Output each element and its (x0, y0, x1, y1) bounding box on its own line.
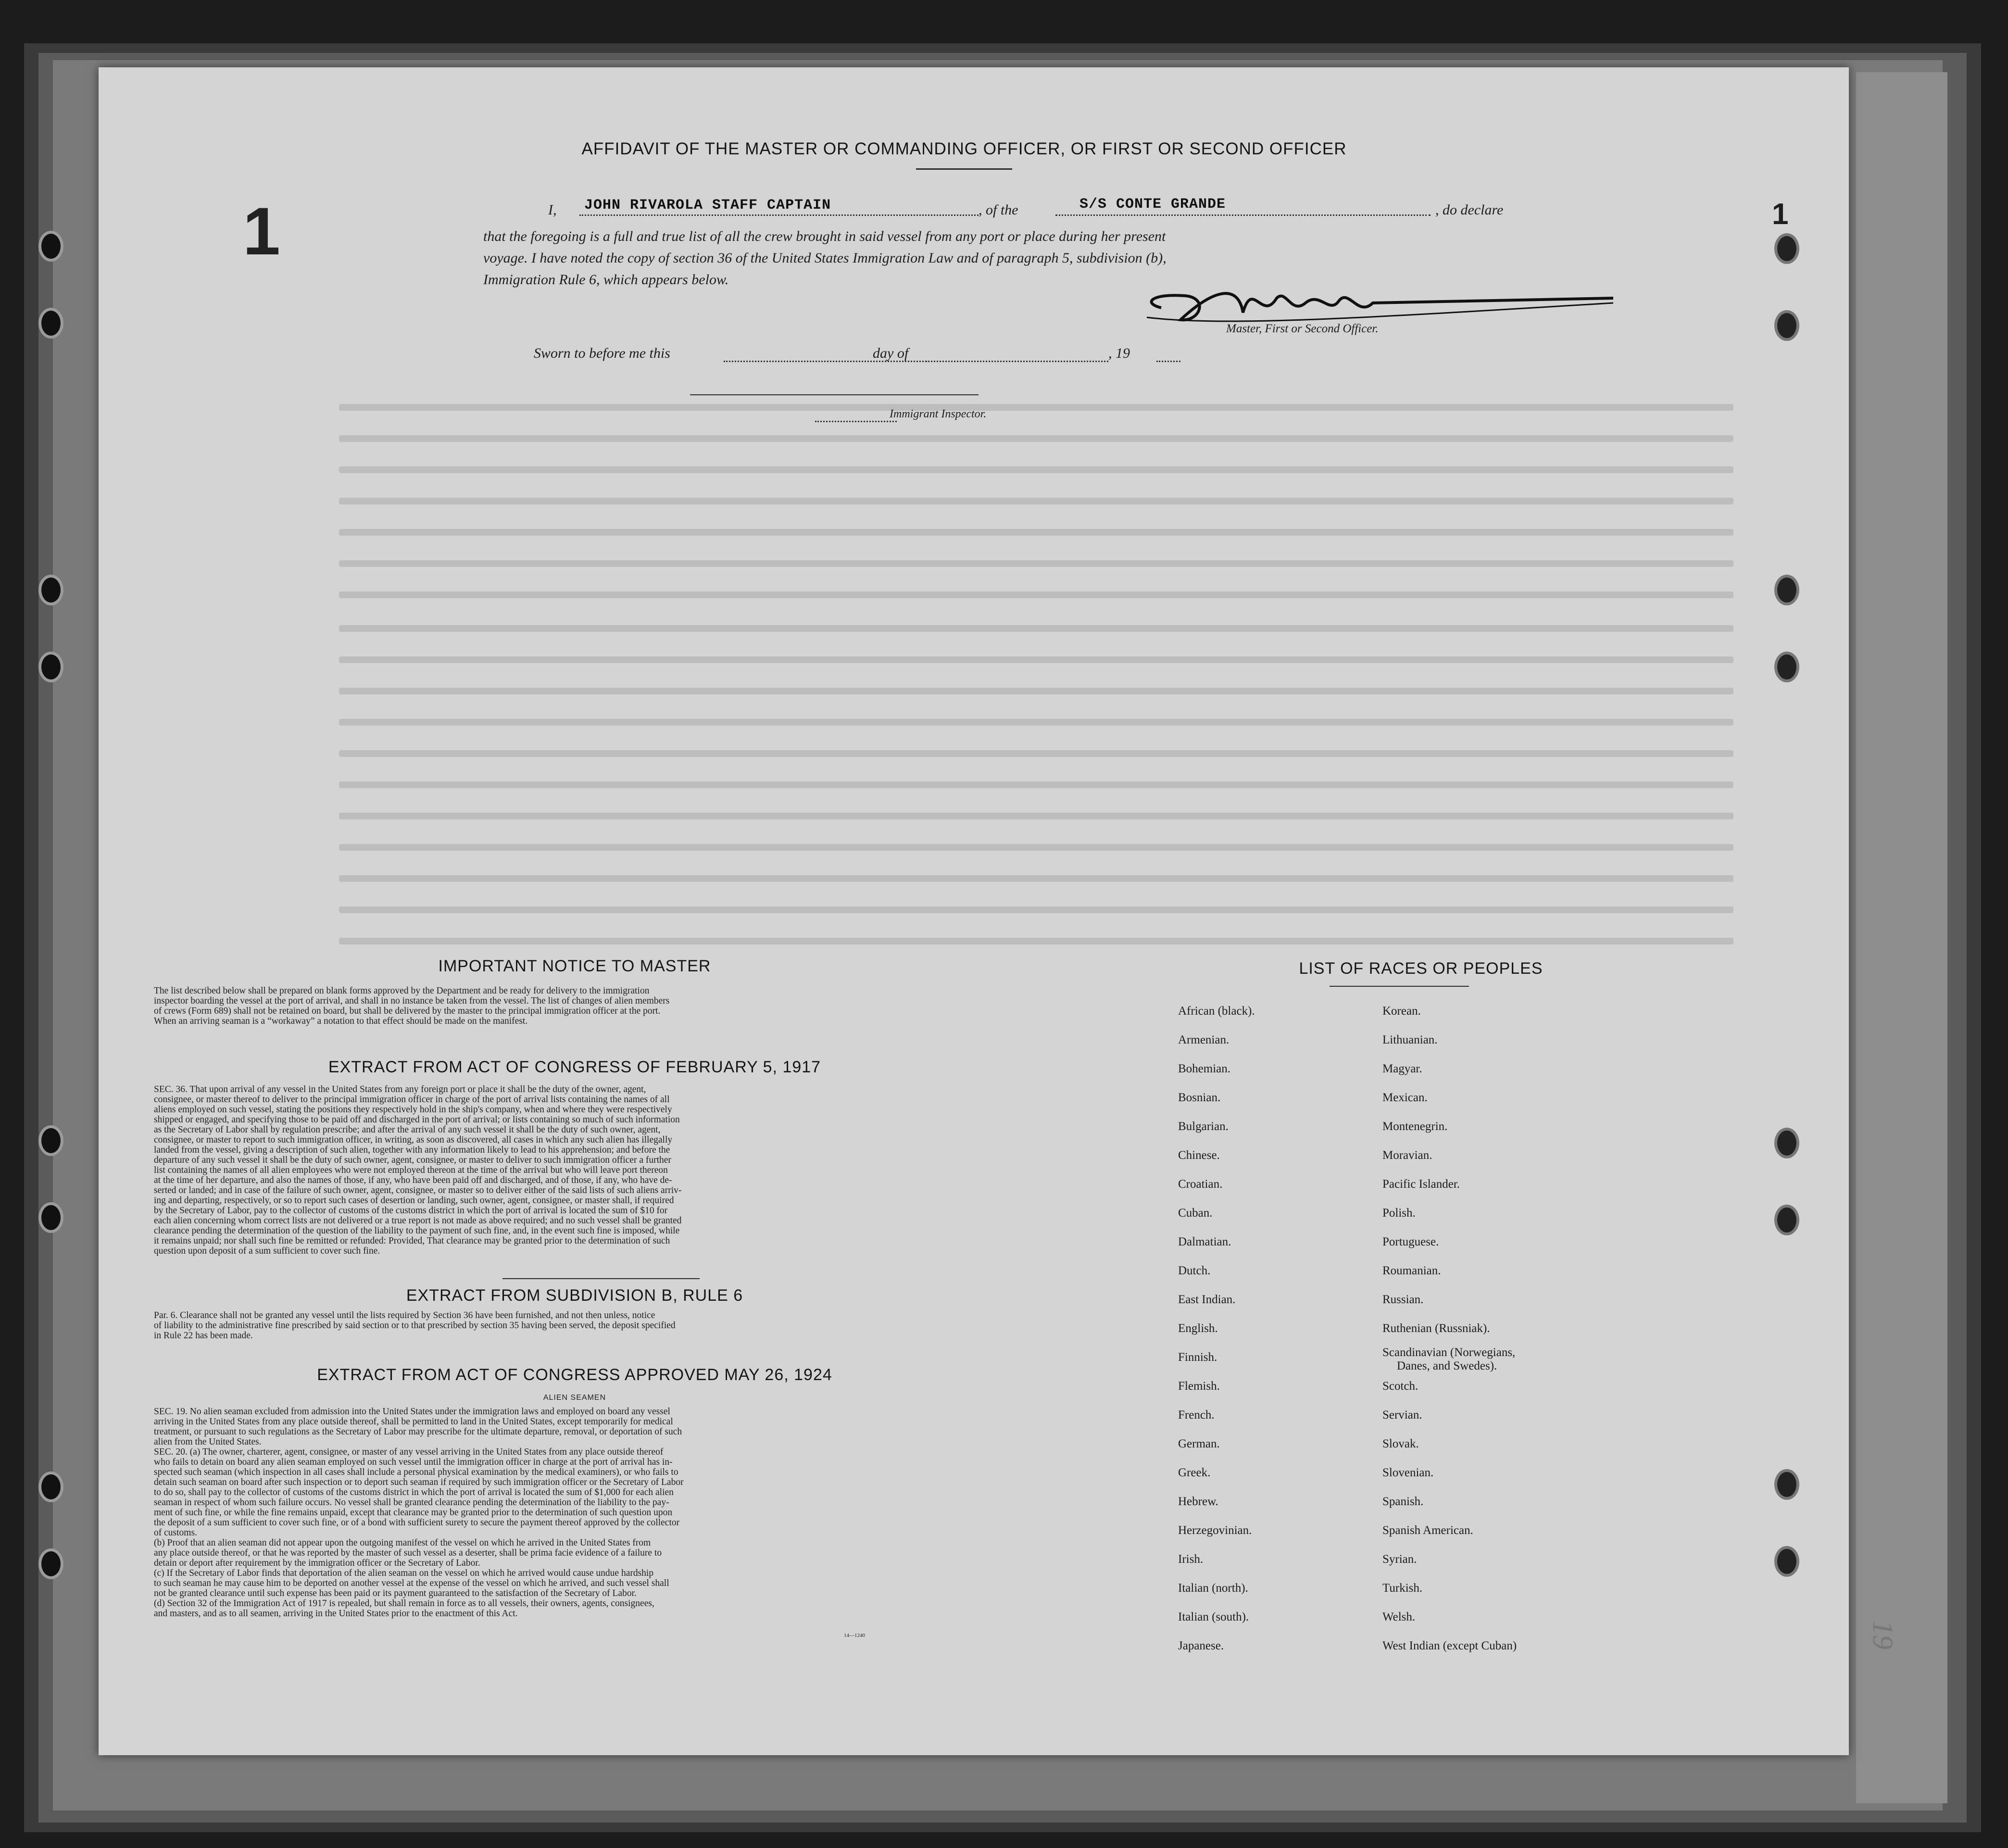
extract-line: of customs. (154, 1528, 197, 1538)
signature-caption: Master, First or Second Officer. (1226, 322, 1379, 335)
notice-line: When an arriving seaman is a “workaway” a notation to that effect should be made on the manifest. (154, 1016, 528, 1026)
race-item: Scotch. (1382, 1380, 1418, 1393)
sworn-month-line (926, 361, 1108, 362)
race-item: Greek. (1178, 1466, 1211, 1479)
binder-hole (1774, 1128, 1799, 1158)
page-number: 1 (1772, 198, 1789, 231)
race-item: Dutch. (1178, 1264, 1211, 1277)
bleed-through-row (339, 688, 1733, 694)
race-item: Irish. (1178, 1553, 1204, 1566)
race-item: Syrian. (1382, 1553, 1417, 1566)
bleed-through-row (339, 875, 1733, 882)
extract-line: consignee, or master thereof to deliver to the principal immigration officer in charge of the port of arrival lists containing the names of all (154, 1094, 670, 1105)
race-item: Spanish American. (1382, 1524, 1473, 1537)
extract-line: by the Secretary of Labor, pay to the collector of customs of the customs district in which the port of arrival is located the sum of $10 for (154, 1206, 668, 1216)
extract-1924-title: EXTRACT FROM ACT OF CONGRESS APPROVED MAY 26, 1924 (317, 1366, 832, 1384)
race-item: French. (1178, 1408, 1215, 1421)
binder-hole (1774, 1205, 1799, 1235)
race-item: English. (1178, 1322, 1218, 1335)
race-item: West Indian (except Cuban) (1382, 1639, 1517, 1652)
extract-line: as the Secretary of Labor shall by regulation prescribe; and after the arrival of any such vessel it shall be the duty of such owner, agent, (154, 1125, 661, 1135)
race-item: Herzegovinian. (1178, 1524, 1252, 1537)
bleed-through-row (339, 466, 1733, 473)
bleed-through-row (339, 656, 1733, 663)
extract-line: clearance pending the determination of the question of the liability to the payment of such fine, and, in the event such fine is imposed, while (154, 1226, 680, 1236)
race-item: Turkish. (1382, 1582, 1423, 1595)
race-item: Scandinavian (Norwegians, (1382, 1346, 1516, 1359)
race-item: Slovak. (1382, 1437, 1419, 1450)
notice-line: inspector boarding the vessel at the port of arrival, and shall in no instance be taken from the vessel. The list of changes of alien members (154, 996, 670, 1006)
extract-1917-title: EXTRACT FROM ACT OF CONGRESS OF FEBRUARY 5, 1917 (328, 1058, 821, 1076)
notice-line: The list described below shall be prepared on blank forms approved by the Department and be ready for delivery to the immigration (154, 986, 650, 996)
bleed-through-row (339, 498, 1733, 504)
race-item: African (black). (1178, 1005, 1255, 1018)
race-item: Montenegrin. (1382, 1120, 1448, 1133)
bleed-through-row (339, 719, 1733, 726)
year-line (1156, 361, 1180, 362)
section-rule (502, 1278, 700, 1279)
extract-line: at the time of her departure, and also the names of those, if any, who have been paid off and discharged, and of those, if any, who have de- (154, 1175, 672, 1185)
race-item: German. (1178, 1437, 1220, 1450)
binder-hole (38, 1548, 63, 1579)
day-of-text: day of (873, 345, 909, 361)
extract-line: question upon deposit of a sum sufficient to cover such fine. (154, 1246, 380, 1256)
extract-line: (c) If the Secretary of Labor finds that deportation of the alien seaman on the vessel on which he arrived would cause undue hardship (154, 1568, 654, 1578)
extract-line: shipped or engaged, and specifying those to be paid off and discharged in the port of arrival; or lists containing so much of such information (154, 1115, 680, 1125)
bleed-through-row (339, 560, 1733, 567)
affidavit-lead: I, (548, 202, 557, 218)
binder-hole (38, 652, 63, 682)
binder-hole (1774, 652, 1799, 682)
extract-line: to such seaman he may cause him to be deported on another vessel at the expense of the vessel on which he arrived, and such vessel shall (154, 1578, 669, 1588)
race-item: Polish. (1382, 1207, 1416, 1219)
extract-line: list containing the names of all alien employees who were not employed thereon at the time of the arrival but who will leave port thereon (154, 1165, 668, 1175)
races-title-rule (1330, 986, 1469, 987)
bleed-through-row (339, 844, 1733, 851)
extract-line: SEC. 19. No alien seaman excluded from admission into the United States under the immigration laws and employed on board any vessel (154, 1407, 670, 1417)
extract-line: SEC. 20. (a) The owner, charterer, agent, consignee, or master of any vessel arriving in the United States from any place outside thereof (154, 1447, 664, 1457)
race-item: Mexican. (1382, 1091, 1428, 1104)
binder-hole (38, 575, 63, 605)
title-rule (916, 168, 1012, 170)
extract-line: spected such seaman (which inspection in all cases shall include a personal physical examination by the medical examiners), or who fails to (154, 1467, 678, 1477)
extract-line: detain or deport after requirement by the immigration officer or the Secretary of Labor. (154, 1558, 480, 1568)
affidavit-title: AFFIDAVIT OF THE MASTER OR COMMANDING OFFICER, OR FIRST OR SECOND OFFICER (581, 139, 1347, 158)
race-item-continued: Danes, and Swedes). (1397, 1359, 1497, 1372)
extract-line: SEC. 36. That upon arrival of any vessel in the United States from any foreign port or place it shall be the duty of the owner, agent, (154, 1084, 646, 1094)
bleed-through-row (339, 813, 1733, 819)
extract-rule6-body (154, 1310, 971, 1341)
race-item: Portuguese. (1382, 1235, 1439, 1248)
race-item: Russian. (1382, 1293, 1424, 1306)
extract-line: the deposit of a sum sufficient to cover such fine, or of a bond with sufficient surety to secure the payment thereof approved by the collector (154, 1518, 680, 1528)
extract-line: aliens employed on such vessel, stating the positions they respectively hold in the ship's company, when and where they were respectively (154, 1105, 672, 1115)
extract-line: who fails to detain on board any alien seaman employed on such vessel until the immigration officer in charge at the port of arrival has in- (154, 1457, 673, 1467)
manifest-page (99, 67, 1849, 1755)
notice-line: of crews (Form 689) shall not be retained on board, but shall be delivered by the master to the principal immigration officer at the port. (154, 1006, 661, 1016)
races-title: LIST OF RACES OR PEOPLES (1299, 959, 1543, 978)
bleed-through-row (339, 781, 1733, 788)
extract-line: ing and departing, respectively, or so to report such cases of desertion or landing, such owner, agent, consignee, or master shall, if required (154, 1195, 674, 1206)
race-item: East Indian. (1178, 1293, 1236, 1306)
extract-line: (b) Proof that an alien seaman did not appear upon the outgoing manifest of the vessel on which he arrived in the United States from (154, 1538, 651, 1548)
extract-line: Par. 6. Clearance shall not be granted any vessel until the lists required by Section 36 have been furnished, and not then unless, notice (154, 1310, 655, 1320)
extract-line: arriving in the United States from any place outside thereof, shall be permitted to land in the United States, except temporarily for medical (154, 1417, 673, 1427)
bleed-through-row (339, 625, 1733, 632)
extract-line: treatment, or pursuant to such regulations as the Secretary of Labor may prescribe for the ultimate departure, removal, or deportation of such (154, 1427, 682, 1437)
extract-line: departure of any such vessel it shall be the duty of such owner, agent, consignee, or master to deliver to such immigration officer a further (154, 1155, 671, 1165)
affidavit-line-4: Immigration Rule 6, which appears below. (483, 272, 729, 288)
race-item: Japanese. (1178, 1639, 1224, 1652)
race-item: Finnish. (1178, 1351, 1217, 1364)
binder-hole (1774, 575, 1799, 605)
race-item: Roumanian. (1382, 1264, 1441, 1277)
binder-hole (1774, 310, 1799, 341)
handwritten-margin-note: 19 (1867, 1621, 1899, 1649)
race-item: Welsh. (1382, 1610, 1416, 1623)
race-item: Italian (north). (1178, 1582, 1248, 1595)
bleed-through-row (339, 938, 1733, 944)
race-item: Lithuanian. (1382, 1033, 1438, 1046)
extract-line: of liability to the administrative fine prescribed by said section or to that prescribed by section 35 having been served, the deposit specified (154, 1320, 676, 1331)
extract-line: serted or landed; and in case of the failure of such owner, agent, consignee, or master so to deliver either of the said lists of such aliens arriv- (154, 1185, 682, 1195)
race-item: Spanish. (1382, 1495, 1424, 1508)
race-item: Ruthenian (Russniak). (1382, 1322, 1490, 1335)
background-sheet-edge (1856, 72, 1947, 1803)
race-item: Slovenian. (1382, 1466, 1434, 1479)
bleed-through-row (339, 529, 1733, 536)
race-item: Flemish. (1178, 1380, 1220, 1393)
race-item: Croatian. (1178, 1178, 1223, 1191)
extract-line: seaman in respect of whom such failure occurs. No vessel shall be granted clearance pending the determination of the liability to the pay- (154, 1497, 669, 1508)
extract-line: landed from the vessel, giving a description of such alien, together with any information likely to lead to his apprehension; and before the (154, 1145, 670, 1155)
race-item: Bohemian. (1178, 1062, 1231, 1075)
race-item: Moravian. (1382, 1149, 1432, 1162)
do-declare-text: , do declare (1435, 202, 1504, 218)
inspector-signature-line (690, 394, 979, 395)
bleed-through-row (339, 404, 1733, 411)
binder-hole (38, 308, 63, 339)
alien-seamen-subtitle: ALIEN SEAMEN (543, 1394, 606, 1402)
binder-hole (38, 1125, 63, 1156)
extract-line: (d) Section 32 of the Immigration Act of 1917 is repealed, but shall remain in force as to all vessels, their owners, agents, consignees, (154, 1598, 654, 1609)
inspector-short-line (815, 421, 897, 422)
bleed-through-row (339, 591, 1733, 598)
race-item: Italian (south). (1178, 1610, 1249, 1623)
race-item: Servian. (1382, 1408, 1422, 1421)
extract-line: consignee, or master to report to such immigration officer, in writing, as soon as discovered, all cases in which any such alien has illegally (154, 1135, 673, 1145)
race-item: Chinese. (1178, 1149, 1220, 1162)
affidavit-line-3: voyage. I have noted the copy of section 36 of the United States Immigration Law and of paragraph 5, subdivision (b), (483, 250, 1167, 266)
binder-hole (38, 1202, 63, 1233)
vessel-name: S/S CONTE GRANDE (1079, 196, 1226, 213)
race-item: Korean. (1382, 1005, 1421, 1018)
extract-1924-body (154, 1407, 971, 1619)
vessel-name-line (1055, 214, 1431, 216)
inspector-caption: Immigrant Inspector. (890, 408, 987, 420)
extract-line: any place outside thereof, or that he was reported by the master of such vessel as a deserter, shall be prima facie evidence of a failure to (154, 1548, 662, 1558)
extract-line: ment of such fine, or while the fine remains unpaid, except that clearance may be granted prior to the determination of such question upon (154, 1508, 673, 1518)
notice-title: IMPORTANT NOTICE TO MASTER (438, 957, 711, 975)
bleed-through-row (339, 906, 1733, 913)
of-the-text: , of the (979, 202, 1018, 218)
form-code: 14—1240 (844, 1633, 865, 1638)
race-item: Pacific Islander. (1382, 1178, 1460, 1191)
race-item: Cuban. (1178, 1207, 1213, 1219)
bleed-through-row (339, 435, 1733, 442)
bleed-through-row (339, 750, 1733, 757)
extract-line: detain such seaman on board after such inspection or to deport such seaman if required by such immigration officer or the Secretary of Labor (154, 1477, 684, 1487)
extract-line: in Rule 22 has been made. (154, 1331, 253, 1341)
officer-name-line (579, 214, 979, 216)
extract-line: to do so, shall pay to the collector of customs of the customs district in which the port of arrival is located the sum of $1,000 for each alien (154, 1487, 674, 1497)
extract-rule6-title: EXTRACT FROM SUBDIVISION B, RULE 6 (406, 1286, 743, 1305)
extract-line: not be granted clearance until such expense has been paid or its payment guaranteed to the satisfaction of the Secretary of Labor. (154, 1588, 637, 1598)
binder-hole (38, 1471, 63, 1502)
extract-line: and masters, and as to all seamen, arriving in the United States prior to the enactment of this Act. (154, 1609, 518, 1619)
binder-hole (1774, 233, 1799, 264)
extract-line: alien from the United States. (154, 1437, 262, 1447)
extract-1917-body (154, 1084, 971, 1256)
year-prefix: , 19 (1108, 345, 1130, 361)
binder-hole (38, 231, 63, 262)
notice-body (154, 986, 971, 1026)
affidavit-line-2: that the foregoing is a full and true list of all the crew brought in said vessel from any port or place during her present (483, 228, 1166, 244)
race-item: Dalmatian. (1178, 1235, 1231, 1248)
sworn-text: Sworn to before me this (534, 345, 670, 361)
race-item: Magyar. (1382, 1062, 1422, 1075)
race-item: Bosnian. (1178, 1091, 1221, 1104)
race-item: Hebrew. (1178, 1495, 1218, 1508)
binder-hole (1774, 1546, 1799, 1577)
binder-hole (1774, 1469, 1799, 1500)
corner-mark: 1 (243, 193, 280, 269)
race-item: Bulgarian. (1178, 1120, 1229, 1133)
extract-line: it remains unpaid; nor shall such fine be remitted or refunded: Provided, That clearance may be granted prior to the determination of such (154, 1236, 670, 1246)
race-item: Armenian. (1178, 1033, 1230, 1046)
extract-line: each alien concerning whom correct lists are not delivered or a true report is not made as above required; and no such vessel shall be granted (154, 1216, 682, 1226)
officer-name: JOHN RIVAROLA STAFF CAPTAIN (584, 197, 831, 214)
